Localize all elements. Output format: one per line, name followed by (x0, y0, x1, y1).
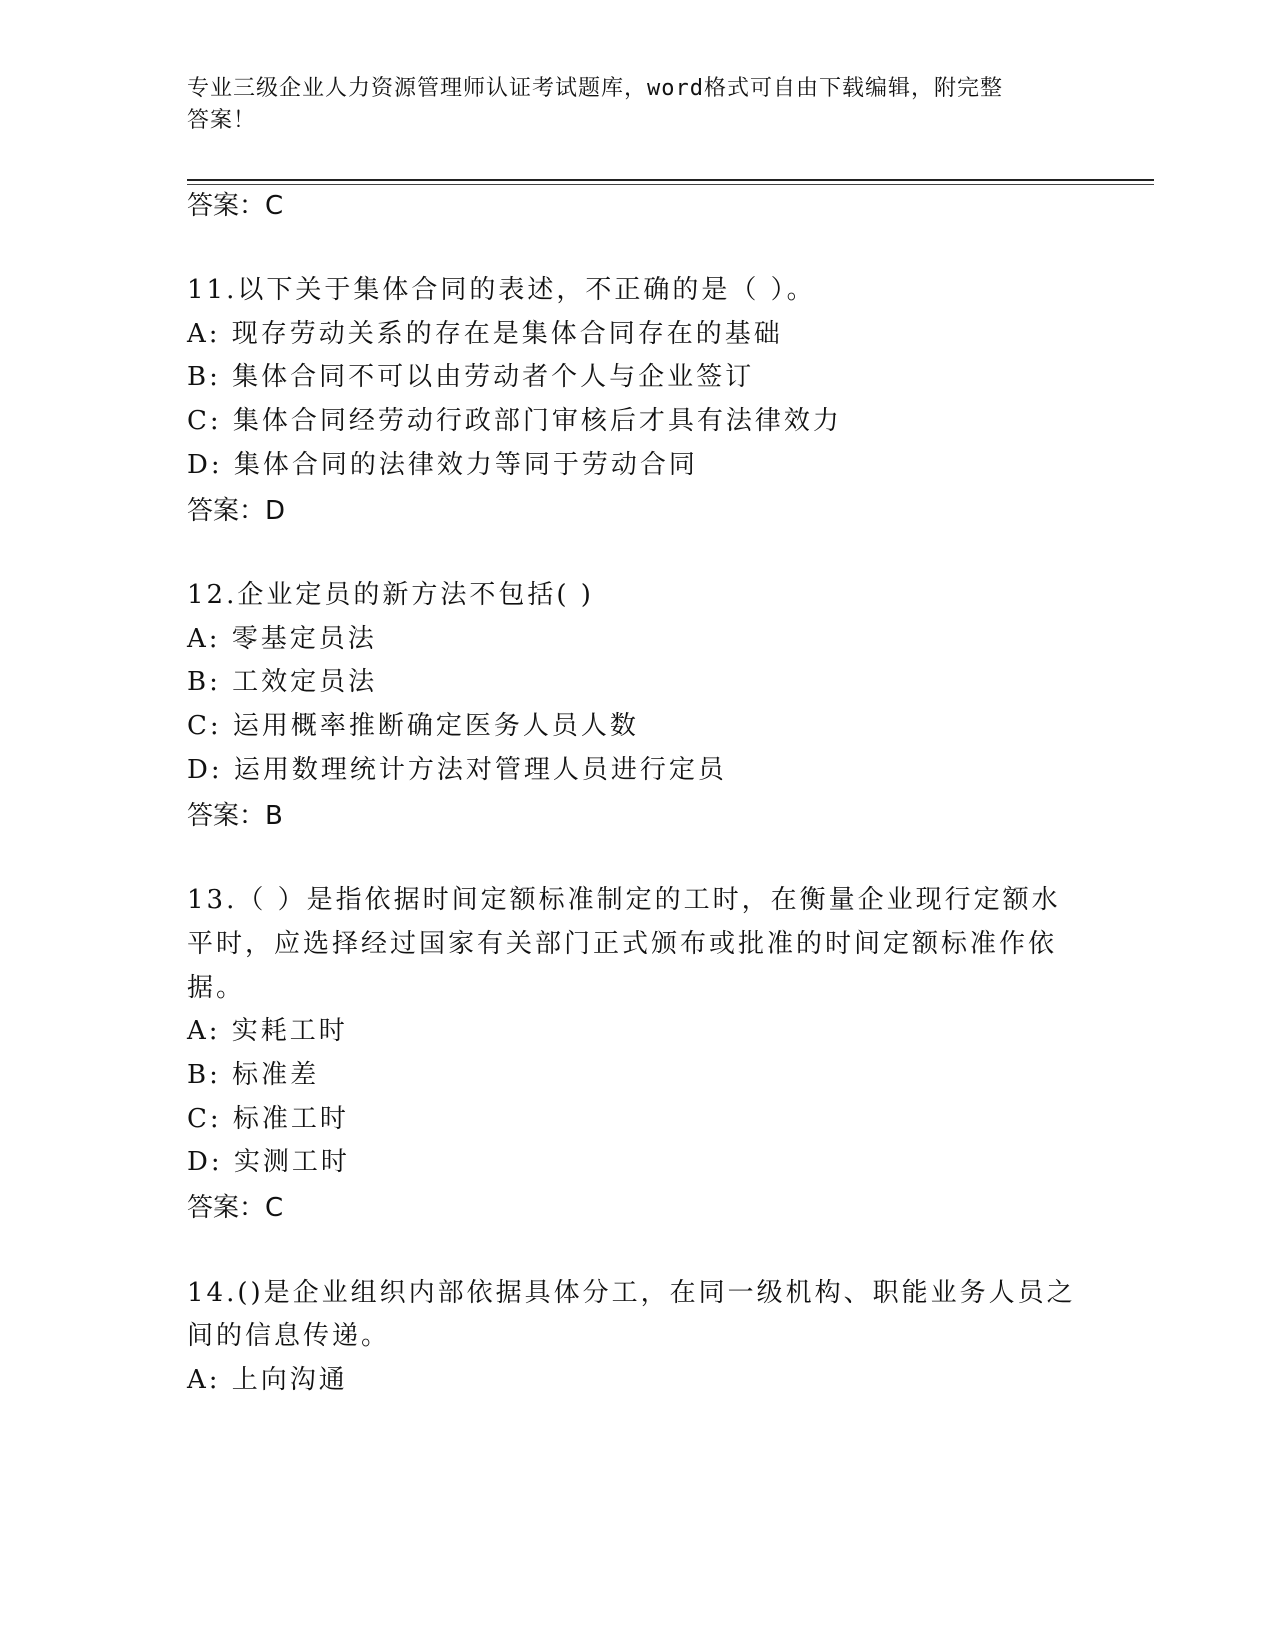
question-11-option-a: A: 现存劳动关系的存在是集体合同存在的基础 (187, 319, 783, 349)
question-12-option-c: C: 运用概率推断确定医务人员人数 (187, 711, 639, 741)
question-13-option-c: C: 标准工时 (187, 1104, 349, 1134)
answer-q12: 答案：B (187, 801, 283, 831)
question-13-stem-line-3: 据。 (187, 973, 246, 1003)
question-14-option-a: A: 上向沟通 (187, 1365, 348, 1395)
header-divider-thick (187, 179, 1154, 181)
question-13-stem-line-1: 13.（ ）是指依据时间定额标准制定的工时，在衡量企业现行定额水 (187, 885, 1061, 915)
answer-q10: 答案：C (187, 191, 284, 221)
question-13-option-b: B: 标准差 (187, 1060, 320, 1090)
question-13-option-a: A: 实耗工时 (187, 1016, 348, 1046)
question-13-stem-line-2: 平时，应选择经过国家有关部门正式颁布或批准的时间定额标准作依 (187, 929, 1058, 959)
question-11-option-b: B: 集体合同不可以由劳动者个人与企业签订 (187, 362, 755, 392)
question-12-option-b: B: 工效定员法 (187, 667, 378, 697)
document-header-line-2: 答案！ (187, 108, 257, 133)
question-14-stem-line-2: 间的信息传递。 (187, 1321, 391, 1351)
question-12-option-d: D: 运用数理统计方法对管理人员进行定员 (187, 755, 727, 785)
question-11-option-d: D: 集体合同的法律效力等同于劳动合同 (187, 450, 698, 480)
header-divider-thin (187, 184, 1154, 185)
answer-q11: 答案：D (187, 496, 286, 526)
question-11-option-c: C: 集体合同经劳动行政部门审核后才具有法律效力 (187, 406, 842, 436)
question-12-stem: 12.企业定员的新方法不包括( ) (187, 580, 594, 610)
question-11-stem: 11.以下关于集体合同的表述，不正确的是（ ）。 (187, 275, 816, 305)
document-header-line-1: 专业三级企业人力资源管理师认证考试题库，word格式可自由下载编辑，附完整 (187, 76, 1003, 101)
question-12-option-a: A: 零基定员法 (187, 624, 377, 654)
question-13-option-d: D: 实测工时 (187, 1147, 350, 1177)
answer-q13: 答案：C (187, 1193, 284, 1223)
question-14-stem-line-1: 14.()是企业组织内部依据具体分工，在同一级机构、职能业务人员之 (187, 1278, 1076, 1308)
